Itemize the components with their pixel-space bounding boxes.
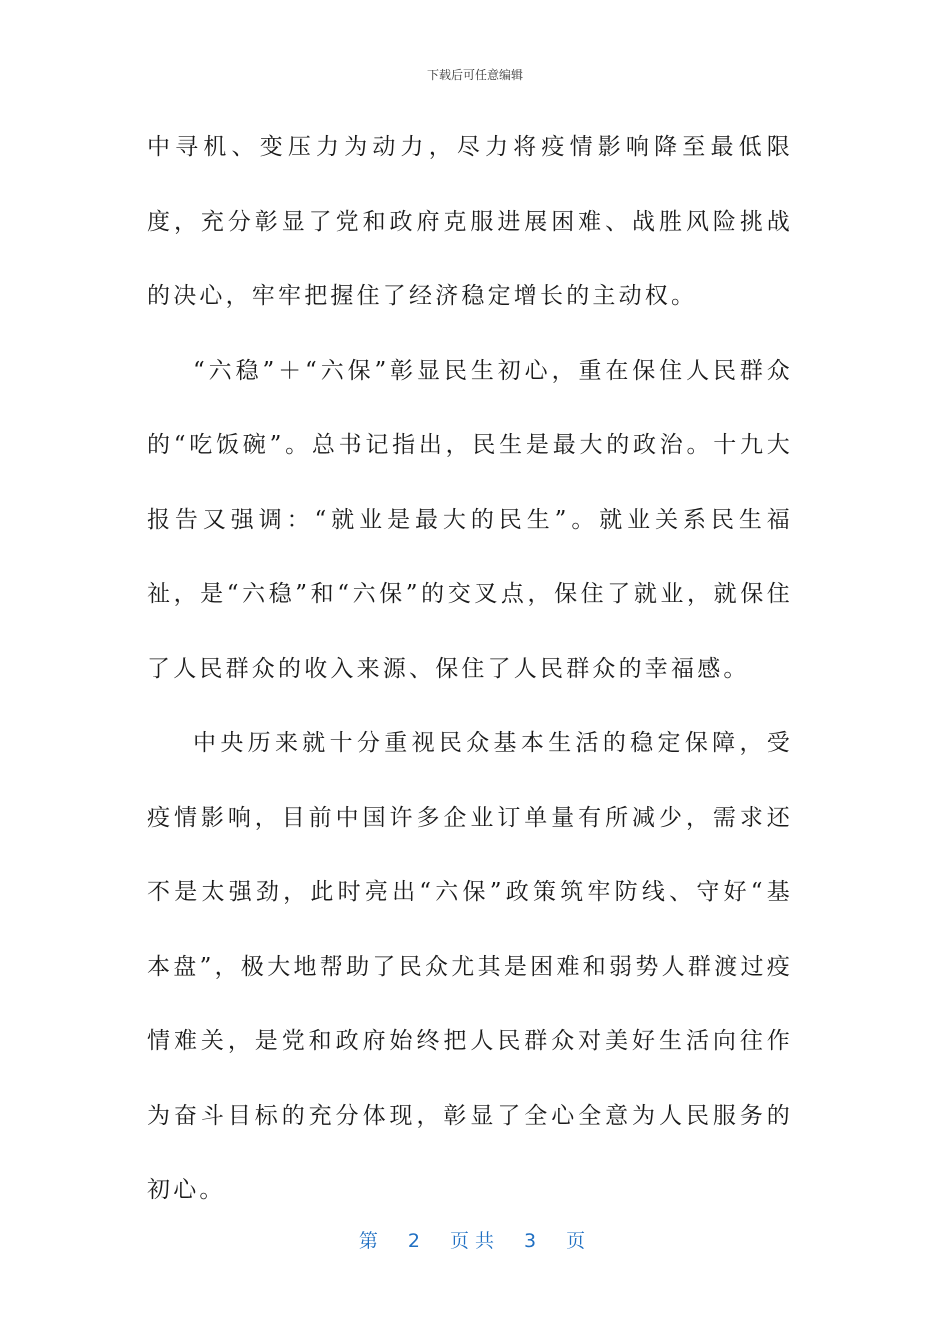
- paragraph-2: “六稳”＋“六保”彰显民生初心，重在保住人民群众的“吃饭碗”。总书记指出，民生是最大的政治。十九大报告又强调：“就业是最大的民生”。就业关系民生福祉，是“六稳”和“六保”的交叉点，保住了就业，就保住了人民群众的收入来源、保住了人民群众的幸福感。: [147, 357, 793, 682]
- document-body: [147, 110, 793, 1228]
- page-header: 下载后可任意编辑: [426, 68, 523, 82]
- paragraph-3: 中央历来就十分重视民众基本生活的稳定保障，受疫情影响，目前中国许多企业订单量有所减少，需求还不是太强劲，此时亮出“六保”政策筑牢防线、守好“基本盘”，极大地帮助了民众尤其是困难和弱势人群渡过疫情难关，是党和政府始终把人民群众对美好生活向往作为奋斗目标的充分体现，彰显了全心全意为人民服务的初心。: [147, 730, 793, 1203]
- paragraph-1: 中寻机、变压力为动力，尽力将疫情影响降至最低限度，充分彰显了党和政府克服进展困难、战胜风险挑战的决心，牢牢把握住了经济稳定增长的主动权。: [147, 134, 793, 309]
- page-number-footer: 第 2 页共 3 页: [358, 1230, 592, 1252]
